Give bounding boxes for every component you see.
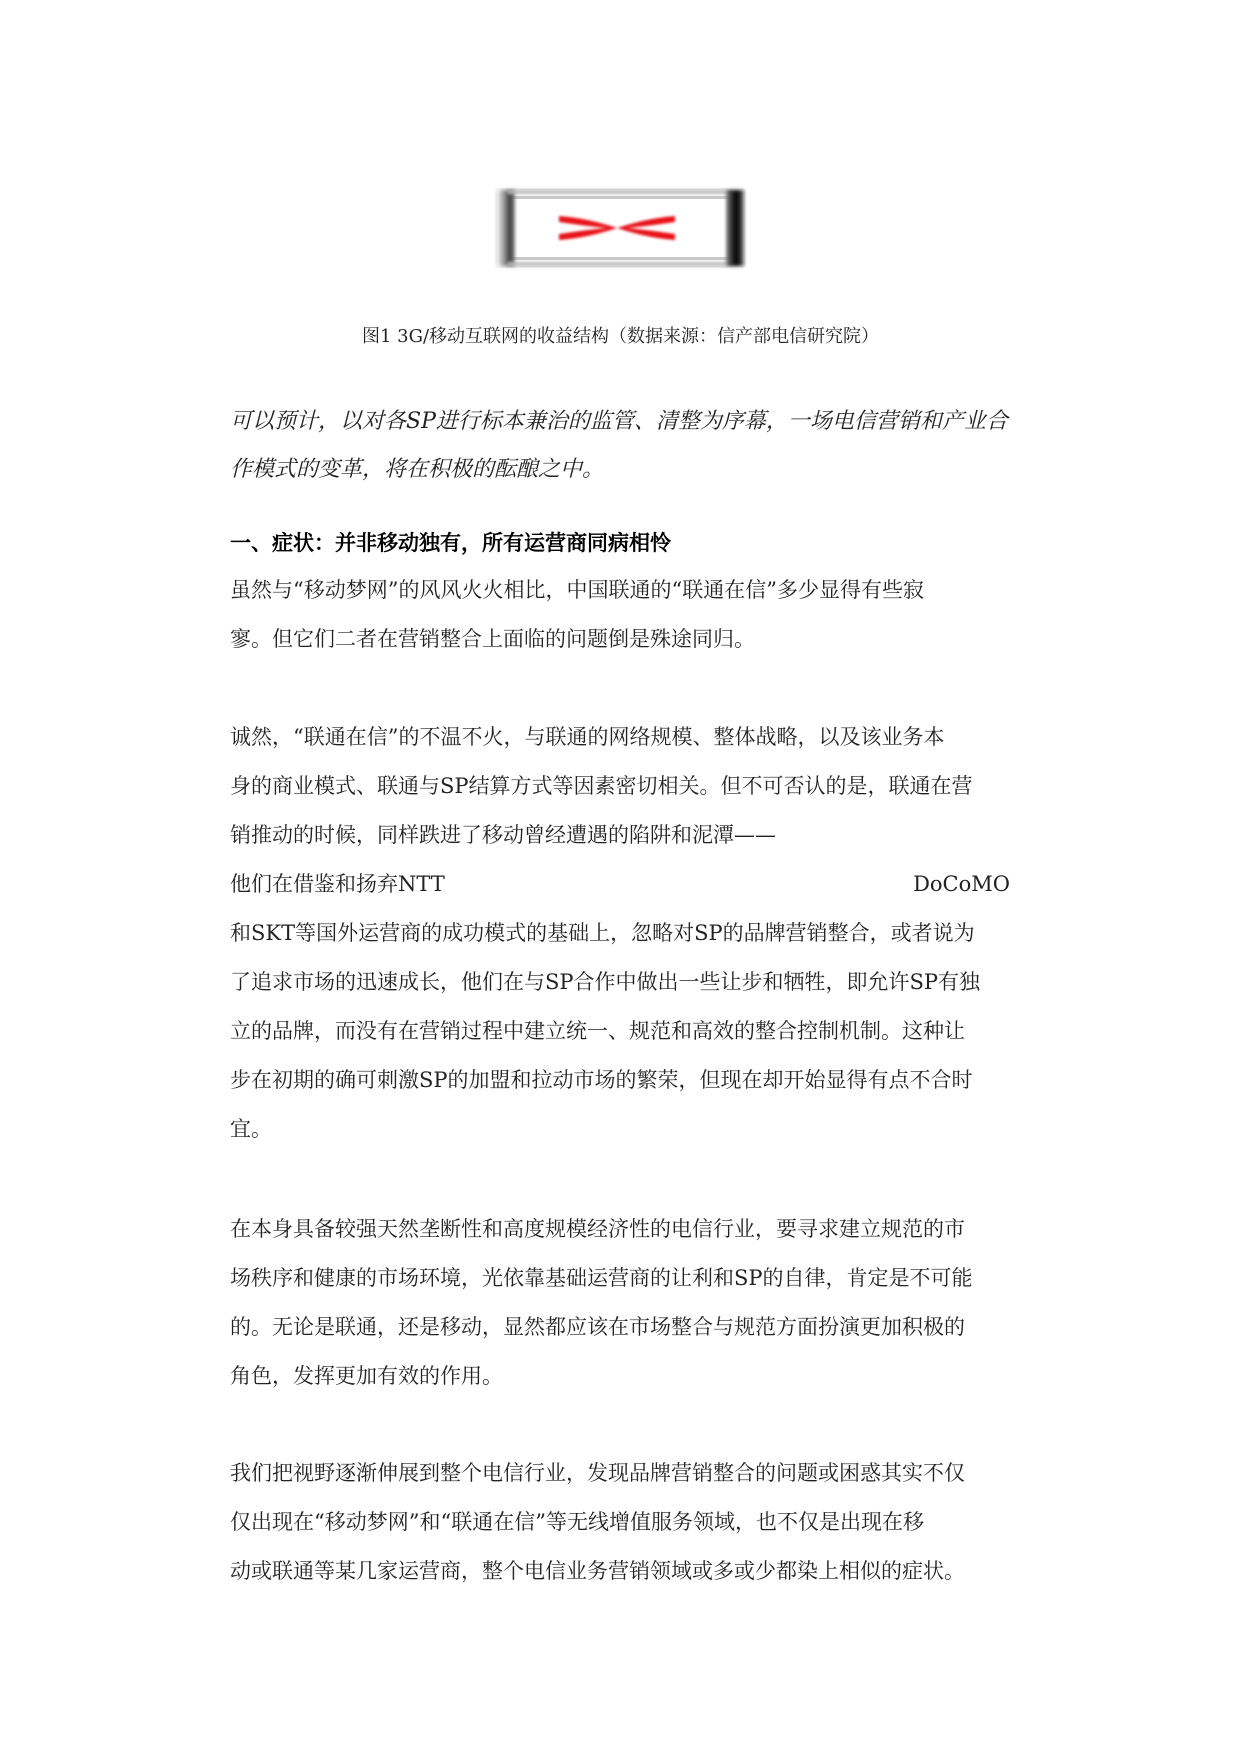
paragraph-line: 虽然与“移动梦网”的风风火火相比，中国联通的“联通在信”多少显得有些寂 — [230, 578, 924, 602]
paragraph-line: 立的品牌，而没有在营销过程中建立统一、规范和高效的整合控制机制。这种让 — [230, 1019, 965, 1043]
paragraph-line: 和SKT等国外运营商的成功模式的基础上，忽略对SP的品牌营销整合，或者说为 — [230, 921, 975, 945]
image-frame-top — [507, 190, 734, 194]
paragraph-line: 步在初期的确可刺激SP的加盟和拉动市场的繁荣，但现在却开始显得有点不合时 — [230, 1068, 973, 1092]
body-paragraph — [230, 1449, 1010, 1596]
body-paragraph — [230, 713, 1010, 1154]
paragraph-line: 在本身具备较强天然垄断性和高度规模经济性的电信行业，要寻求建立规范的市 — [230, 1217, 965, 1241]
paragraph-line: 寥。但它们二者在营销整合上面临的问题倒是殊途同归。 — [230, 627, 755, 651]
figure-caption: 图1 3G/移动互联网的收益结构（数据来源：信产部电信研究院） — [361, 326, 880, 347]
paragraph-line: 动或联通等某几家运营商，整个电信业务营销领域或多或少都染上相似的症状。 — [230, 1559, 965, 1583]
body-paragraph — [230, 566, 1010, 664]
paragraph-line: 身的商业模式、联通与SP结算方式等因素密切相关。但不可否认的是，联通在营 — [230, 774, 973, 798]
intro-paragraph — [230, 398, 1010, 494]
paragraph-line: 的。无论是联通，还是移动，显然都应该在市场整合与规范方面扮演更加积极的 — [230, 1315, 965, 1339]
paragraph-line: 场秩序和健康的市场环境，光依靠基础运营商的让利和SP的自律，肯定是不可能 — [230, 1266, 973, 1290]
red-x-icon — [557, 208, 677, 248]
section-heading: 一、症状：并非移动独有，所有运营商同病相怜 — [230, 531, 671, 555]
paragraph-line — [230, 860, 1010, 909]
paragraph-line: 仅出现在“移动梦网”和“联通在信”等无线增值服务领域，也不仅是出现在移 — [230, 1510, 924, 1534]
paragraph-line: 角色，发挥更加有效的作用。 — [230, 1364, 503, 1388]
paragraph-line: 宜。 — [230, 1117, 272, 1141]
intro-line: 作模式的变革，将在积极的酝酿之中。 — [230, 457, 605, 482]
paragraph-line: 我们把视野逐渐伸展到整个电信行业，发现品牌营销整合的问题或困惑其实不仅 — [230, 1461, 965, 1485]
paragraph-line: 了追求市场的迅速成长，他们在与SP合作中做出一些让步和牺牲，即允许SP有独 — [230, 970, 981, 994]
paragraph-line: 诚然，“联通在信”的不温不火，与联通的网络规模、整体战略，以及该业务本 — [230, 725, 945, 749]
image-frame-bottom — [507, 262, 734, 266]
broken-image-placeholder — [497, 190, 744, 266]
body-paragraph — [230, 1205, 1010, 1401]
intro-line: 可以预计，以对各SP进行标本兼治的监管、清整为序幕，一场电信营销和产业合 — [230, 409, 1008, 434]
line-text-left: 他们在借鉴和扬弃NTT — [230, 872, 445, 896]
paragraph-line: 销推动的时候，同样跌进了移动曾经遭遇的陷阱和泥潭—— — [230, 823, 776, 847]
line-text-right: DoCoMO — [913, 872, 1010, 896]
